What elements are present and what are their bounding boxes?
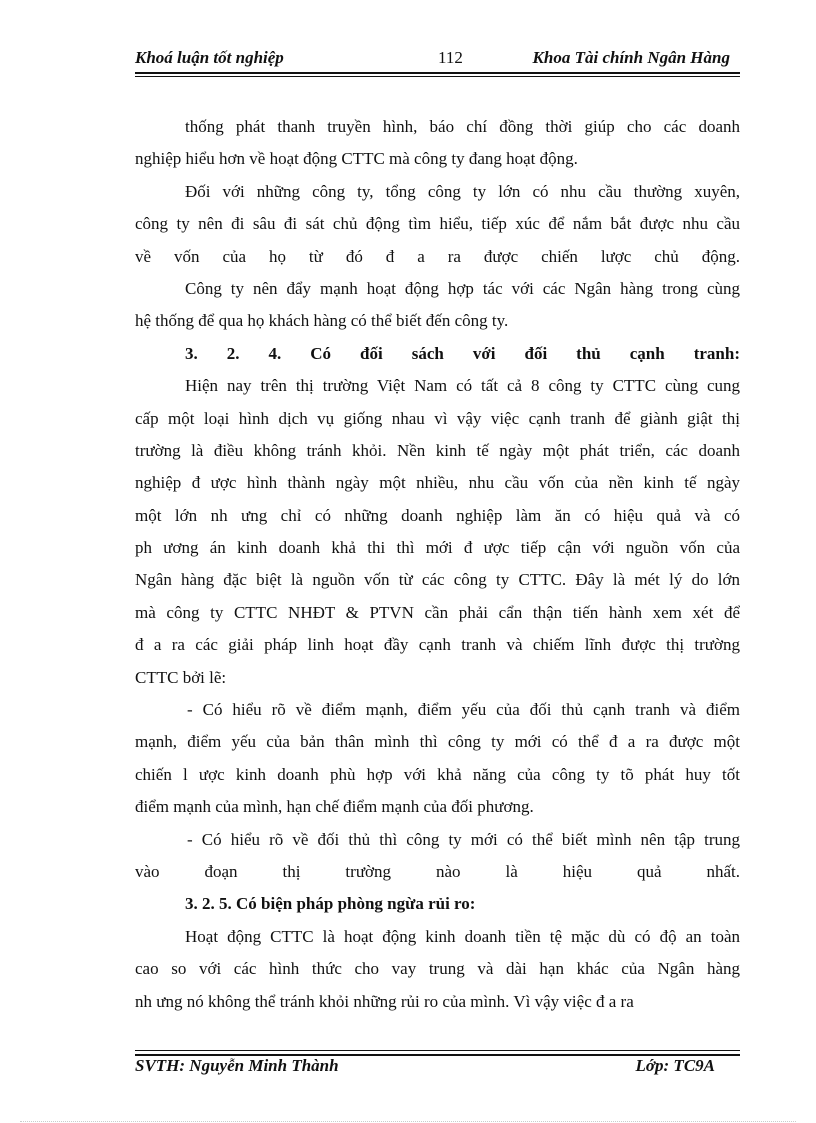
- header-rule-thin: [135, 76, 740, 77]
- page-edge-dotted-line: [20, 1121, 796, 1122]
- body-text: [135, 111, 740, 1018]
- text-line: một lớn nh ưng chỉ có những doanh nghiệp làm ăn có hiệu quả và có: [135, 505, 740, 525]
- page-number: 112: [438, 48, 463, 67]
- text-line: nghiệp đ ược hình thành ngày một nhiều, nhu cầu vốn của nền kinh tế ngày: [135, 473, 740, 493]
- text-line: - Có hiểu rõ về đối thủ thì công ty mới có thể biết mình nên tập trung: [187, 829, 740, 849]
- text-line: trường là điều không tránh khỏi. Nền kinh tế ngày một phát triển, các doanh: [135, 440, 740, 460]
- header-rule-thick: [135, 72, 740, 74]
- text-line: CTTC bởi lẽ:: [135, 667, 227, 687]
- text-line: Hiện nay trên thị trường Việt Nam có tất cả 8 công ty CTTC cùng cung: [185, 376, 740, 396]
- text-line: đ a ra các giải pháp linh hoạt đầy cạnh tranh và chiếm lĩnh được thị trường: [135, 635, 740, 655]
- text-line: công ty nên đi sâu đi sát chủ động tìm hiểu, tiếp xúc để nắm bắt được nhu cầu: [135, 214, 740, 234]
- text-line: cấp một loại hình dịch vụ giống nhau vì vậy việc cạnh tranh để giành giật thị: [135, 408, 740, 428]
- text-line: hệ thống để qua họ khách hàng có thể biết đến công ty.: [135, 311, 509, 331]
- text-line: vào đoạn thị trường nào là hiệu quả nhất.: [135, 861, 740, 881]
- section-heading: 3. 2. 5. Có biện pháp phòng ngừa rủi ro:: [185, 894, 476, 914]
- page-header: [135, 48, 740, 74]
- text-line: Công ty nên đẩy mạnh hoạt động hợp tác với các Ngân hàng trong cùng: [185, 278, 740, 298]
- footer-class: Lớp: TC9A: [635, 1056, 715, 1075]
- header-faculty: Khoa Tài chính Ngân Hàng: [532, 48, 730, 67]
- header-thesis-title: Khoá luận tốt nghiệp: [135, 48, 284, 67]
- text-line: nghiệp hiểu hơn về hoạt động CTTC mà công ty đang hoạt động.: [135, 149, 578, 169]
- text-line: về vốn của họ từ đó đ a ra được chiến lược chủ động.: [135, 246, 740, 266]
- text-line: - Có hiểu rõ về điểm mạnh, điểm yếu của đối thủ cạnh tranh và điểm: [187, 700, 740, 720]
- text-line: thống phát thanh truyền hình, báo chí đồng thời giúp cho các doanh: [185, 117, 740, 136]
- text-line: mà công ty CTTC NHĐT & PTVN cần phải cẩn thận tiến hành xem xét để: [135, 602, 740, 622]
- text-line: ph ương án kinh doanh khả thi thì mới đ ược tiếp cận với nguồn vốn của: [135, 538, 740, 558]
- text-line: nh ưng nó không thể tránh khỏi những rủi ro của mình. Vì vậy việc đ a ra: [135, 991, 634, 1011]
- page-footer: [135, 1054, 740, 1080]
- footer-student-name: SVTH: Nguyễn Minh Thành: [135, 1056, 339, 1075]
- text-line: cao so với các hình thức cho vay trung và dài hạn khác của Ngân hàng: [135, 959, 740, 979]
- text-line: Hoạt động CTTC là hoạt động kinh doanh tiền tệ mặc dù có độ an toàn: [185, 926, 740, 946]
- text-line: Đối với những công ty, tổng công ty lớn có nhu cầu thường xuyên,: [185, 181, 740, 201]
- text-line: Ngân hàng đặc biệt là nguồn vốn từ các công ty CTTC. Đây là mét lý do lớn: [135, 570, 740, 590]
- text-line: điểm mạnh của mình, hạn chế điểm mạnh của đối phương.: [135, 797, 534, 817]
- section-heading: 3. 2. 4. Có đối sách với đối thủ cạnh tranh:: [185, 343, 740, 363]
- footer-rule-thin: [135, 1050, 740, 1051]
- text-line: mạnh, điểm yếu của bản thân mình thì công ty mới có thể đ a ra được một: [135, 732, 740, 752]
- text-line: chiến l ược kinh doanh phù hợp với khả năng của công ty tõ phát huy tốt: [135, 764, 740, 784]
